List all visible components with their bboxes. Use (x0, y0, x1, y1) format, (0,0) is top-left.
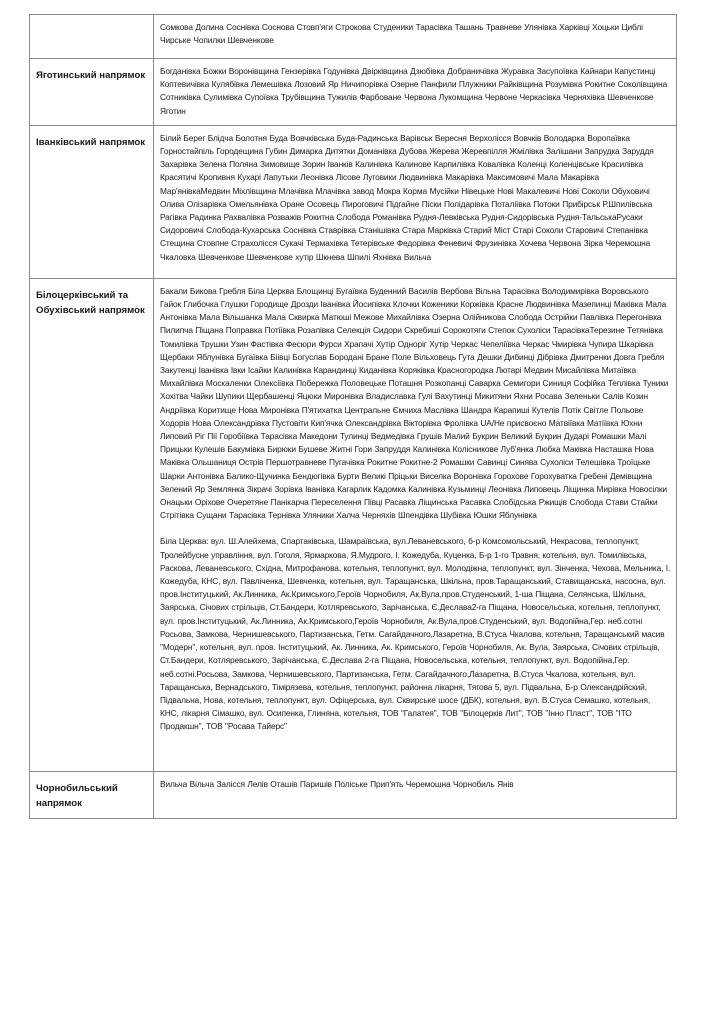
table-row (30, 125, 677, 278)
city-streets-list: Біла Церква: вул. Ш.Алейхема, Спартаківська, Шамраївська, вул.Леваневського, б-р Комсомольський, Некрасова, теплопункт, Тролейбусне управління, вул. Гоголя, Ярмаркова, Я.Мудрого, І. Кожедуба, Куценка, Б-р 1-го Травня, котельня, вул. Томилівська, Раскова, Леваневського, Східна, Митрофанова, котельня, теплопункт, вул. Молодіжна, теплопункт, вул. Зінченка, Чехова, Мельника, І. Кожедуба, КНС, вул. Павліченка, Шевченка, котельня, вул. Таращанська, Шкільна, пров.Таращанський, Ставищанська, насосна, вул. пров.Інституцький, Ак.Линника, Ак.Кримського,Героїв Чорнобиля, Ак.Вула,пров.Студенський, 1-ша Піщана, Селянська, Шкільна, Заярська, Січових стрільців, Ст.Бандери, Котляревського, Зарічанська, Є.Деслава2-га Піщана, Новосельська, котельня, теплопункт, вул. пров.Інституцький, Ак.Линника, Ак.Кримського,Героїв Чорнобиля, Ак.Вула,пров.Студенський, вул. Водопійна,Гер. неб.сотні Росьова, Замкова, Чернишевського, Партизанська, Гетм. Сагайдачного,Лазаретна, В.Стуса Чкалова, котельня, Таращанський масив "Модерн", котельня, вул. пров. Інституцький, Ак. Линника, Ак. Кримського, Героїв Чорнобиля, Ак. Вула, Заярська, Січових стрільців, Ст.Бандери, Котляревського, Зарічанська, Є.Деслава 2-га Піщана, Новосельська, котельня, теплопункт, вул. Водопійна,Гер. неб.сотні.Росьова, Замкова, Чернишевського, Партизанська, Гетм. Сагайдачного,Лазаретна, В.Стуса Чкалова, котельня, вул. Таращанська, Вернадського, Тімірязева, котельня, теплопункт, районна лікарня, Тягова 5, вул. Підвальна, Б-р Олександрійский, Підвальна, Нова, котельня, теплопункт, вул. Офіцерська, вул. Сквирське шосе (ДБК), котельня, вул. В.Стуса Семашко, котельня, КНС, лікарня Сімашко, вул. Осипенка, Глиняна, котельня, ТОВ "Галатея", ТОВ "Білоцерків Лит", ТОВ "Інно Пласт", ТОВ "ІТО Продакшн", ТОВ "Росава Тайерс" (160, 536, 671, 732)
settlements-list: Сомкова Долина Соснівка Соснова Стовп'яги Строкова Студеники Тарасівка Ташань Травневе Улянівка Харківці Хоцьки Циблі Чирське Чопилки Шевченкове (160, 22, 643, 46)
directions-table (29, 14, 677, 819)
table-row (30, 771, 677, 818)
settlements-list: Бакали Бикова Гребля Біла Церква Блощинці Бугаївка Буденний Василів Вербова Вільна Тарасівка Володимирівка Воровського Гайок Глибочка Глушки Городище Дрозди Іванівка Йосипівка Клочки Коженики Коржівка Красне Людвинівка Мазепинці Маківка Мала Антонівка Мала Вільшанка Мала Сквирка Матюші Межове Михайлівка Озерна Олійникова Слобода Острійки Павлівка Перегонівка Пилипча Піщана Поправка Потіївка Розалівка Селекція Сидори Скребиші Сорокотяги Степок Сухоліси ТарасівкаТерезине Тетянівка Томилівка Трушки Узин Фастівка Фесюри Фурси Храпачі Хутір Одноріг Хутір Черкас Чепеліївка Черкас Чмирівка Чупира Шкарівка Щербаки Яблунівка Бугаївка Біівці Богуслав Бородані Бране Поле Вільховець Гута Дешки Дибинці Дібрівка Дмитренки Довга Гребля Закутенці Іванівка Івки Ісайки Калинівка Карандинці Киданівка Коряківка Красногородка Лютарі Медвин Мисайлівка Митаївка Михайлівка Москаленки Олексіївка Побережка Половецьке Поташня Розкопанці Саварка Семигори Синиця Софійка Теплівка Туники Хохітва Чайки Шупики Щербашенці Яцюки Миронівка Владиславка Гулі Вахутинці Микитяни Яхни Росава Зеленьки Салів Козин Андріївка Коритище Нова Миронівка П'ятихатка Центральне Ємчиха Маслівка Шандра Карапиші Кутелів Потік Світле Польове Ходорів Нова Олександрівка Пустовіти Кип'ячка Олександрівка Вікторівка Фролівка UA/Не присвоєно Матвіївка Матіївка Юхни Липовий Ріг Пії Горобіївка Тарасівка Македони Тулинці Ведмедівка Грушів Малий Букрин Великий Букрин Дударі Ромашки Малі Прицьки Кулешів Бакумівка Бирюки Бушеве Житні Гори Запруддя Калинівка Колісникове Луб'янка Любка Маківка Насташка Нова Маківка Ольшаниця Острів Першотравневе Пугачівка Рокитне Рокитне-2 Ромашки Савинці Синява Сухоліси Телешівка Троїцьке Шарки Антонівка Балико-Щучинка Бендюгівка Бурти Великі Пріцьки Виселка Воронівка Горохове Горохуватка Гребені Демівщина Зелений Яр Землянка Зікрачі Зорівка Іванівка Кагарлик Кадомка Калинівка Кузьминці Леонівка Липовець Ліщинка Мирівка Новосілки Онацьки Оріхове Очеретяне Панікарча Переселення Півці Расавка Ліщинська Расавка Слобідська Ржищів Слобода Стави Стайки Стрітівка Сущани Тарасівка Тернівка Уляники Халча Черняхів Шпендівка Шубівка Юшки Яблунівка (160, 285, 669, 521)
settlements-cell (154, 278, 677, 771)
document-page (29, 14, 677, 819)
table-row (30, 15, 677, 59)
table-row (30, 278, 677, 771)
direction-name-cell: Іванківський напрямок (30, 125, 154, 278)
settlements-list: Богданівка Божки Воронівщина Гензерівка Годунівка Двірківщина Дзюбівка Добраничівка Журавка Засупоївка Кайнари Капустинці Коптевичівка Кулябівка Лемешівка Лозовий Яр Ничипорівка Озерне Панфили Плужники Райківщина Розумівка Рокитне Соколівщина Сотниківка Сулимівка Супоївка Трубівщина Тужилів Фарбоване Червона Лукомщина Червоне Черкасівка Черняхівка Шевченкове Яготин (160, 66, 668, 116)
settlements-cell (154, 59, 677, 126)
direction-name-cell: Чорнобильський напрямок (30, 771, 154, 818)
settlements-list: Білий Берег Блідча Болотня Буда Вовчківська Буда-Радинська Варівськ Вересня Верхолісся Вовчків Володарка Воропаївка Горностайпіль Городещина Губин Димарка Дитятки Доманівка Дубова Жерева Жеревпілля Жмілівка Залішани Запрудка Заруддя Захарівка Зелена Поляна Зимовище Зорин Іванків Калинівка Калинове Карпилівка Ковалівка Коленці Коленцівське Красилівка Красятичі Кропивня Кухарі Лапутьки Леонівка Лісове Луговики Людвинівка Макарівка Максимовичі Мала Макарівка Мар'янівкаМедвин Міхлівщина Млачівка Млачівка завод Мокра Корма Мусійки Нівецьке Нові Макалевичі Нові Соколи Обуховичі Олива Олізарівка Омельянівка Оране Осовець Пироговичі Підгайне Піски Полідарівка Поталіївка Потоки Прибірськ Р.Шпилівська Рагівка Радинка Рахвалівка Розважів Рокитна Слобода Романівка Рудня-Левківська Рудня-Сидорівська Рудня-ТальськаРусаки Сидоровичі Слобода-Кухарська Соснівка Ставрівка Станішівка Стара Марківка Старий Міст Старі Соколи Старовичі Степанівка Стещина Стовпне Страхолісся Сукачі Термахівка Тетерівське Федорівка Феневичі Фрузинівка Хочева Червона Зірка Черемошна Чкаловка Шевченкове Шевченкове хутір Шкнева Шпилі Яхнівка Вильча (160, 132, 654, 262)
settlements-cell (154, 15, 677, 59)
table-row (30, 59, 677, 126)
settlements-cell (154, 771, 677, 818)
direction-name-cell: Яготинський напрямок (30, 59, 154, 126)
settlements-cell (154, 125, 677, 278)
direction-name-cell: Білоцерківський та Обухівський напрямок (30, 278, 154, 771)
direction-name-cell (30, 15, 154, 59)
settlements-list: Вильча Вільча Залісся Лелів Оташів Паришів Поліське Прип'ять Черемошна Чорнобиль Янів (160, 778, 514, 789)
